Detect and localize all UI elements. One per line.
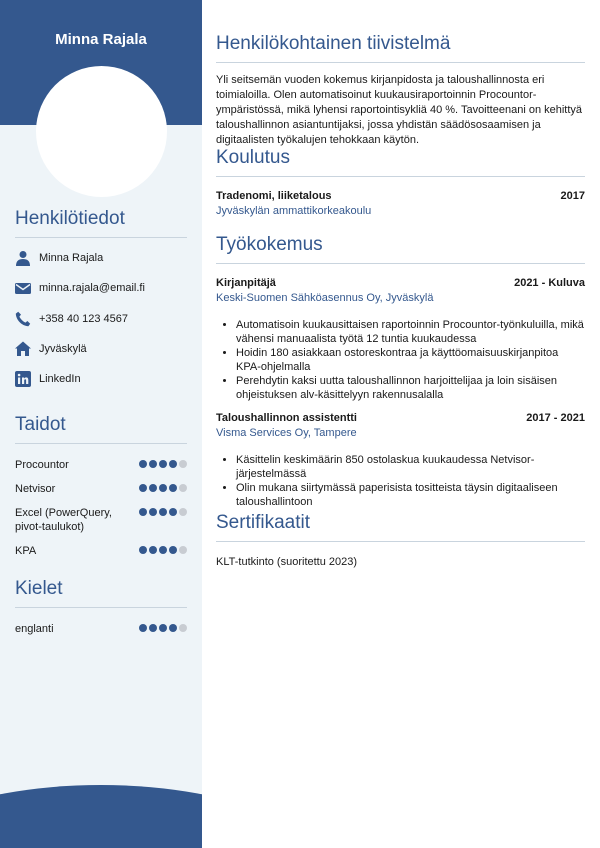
certificate-item: KLT-tutkinto (suoritettu 2023) <box>216 556 358 568</box>
language-row <box>15 622 187 636</box>
language-level-dots <box>139 624 187 632</box>
contact-phone[interactable] <box>15 309 187 329</box>
job-period: 2021 - Kuluva <box>514 277 585 289</box>
job-bullet: • Käsittelin keskimäärin 850 ostolaskua kuukaudessa Netvisor-järjestelmässä <box>236 453 585 481</box>
level-dot <box>149 624 157 632</box>
education-degree: Tradenomi, liiketalous <box>216 190 332 202</box>
contact-name <box>15 248 187 268</box>
skill-row <box>15 506 187 534</box>
job-bullet: • Olin mukana siirtymässä paperisista tositteista täysin digitaaliseen taloushallintoon <box>236 481 585 509</box>
sidebar <box>0 0 202 848</box>
level-dot <box>159 484 167 492</box>
level-dot <box>169 624 177 632</box>
level-dot <box>159 624 167 632</box>
education-row <box>216 190 585 202</box>
level-dot <box>139 508 147 516</box>
profile-photo <box>36 66 167 197</box>
job-bullets <box>236 318 585 402</box>
summary-text: Yli seitsemän vuoden kokemus kirjanpidosta ja taloushallinnosta eri toimialoilla. Olen automatisoinut kuukausiraportoinnin Procountor-ympäristössä, mikä lyhensi raportointisykliä 40 %. Tavoitteenani on kehittyä taloushallinnon asiantuntijaksi, jossa yhdistän säädösosaamisen ja digitaalisten työkalujen tehokkaan käytön. <box>216 74 583 146</box>
level-dot <box>149 484 157 492</box>
languages-heading: Kielet <box>15 578 187 608</box>
skill-level-dots <box>139 460 187 468</box>
skill-level-dots <box>139 546 187 554</box>
level-dot <box>159 460 167 468</box>
job-title: Taloushallinnon assistentti <box>216 412 357 424</box>
job-bullet: • Perehdytin kaksi uutta taloushallinnon harjoittelijaa ja loin sisäisen ohjeistuksen alv-käsittelyyn rakennusalalla <box>236 374 585 402</box>
contact-linkedin-text[interactable]: LinkedIn <box>39 373 81 385</box>
job-row <box>216 277 585 289</box>
level-dot <box>169 508 177 516</box>
linkedin-icon <box>15 371 31 387</box>
summary-heading: Henkilökohtainen tiivistelmä <box>216 33 585 63</box>
skill-row <box>15 458 187 472</box>
level-dot <box>139 546 147 554</box>
level-dot-empty <box>179 546 187 554</box>
work-heading: Työkokemus <box>216 234 585 264</box>
education-school: Jyväskylän ammattikorkeakoulu <box>216 205 372 217</box>
job-title: Kirjanpitäjä <box>216 277 276 289</box>
contact-linkedin[interactable] <box>15 369 187 389</box>
level-dot <box>169 546 177 554</box>
certificates-heading: Sertifikaatit <box>216 512 585 542</box>
level-dot <box>139 484 147 492</box>
level-dot-empty <box>179 484 187 492</box>
level-dot <box>149 508 157 516</box>
skill-row <box>15 544 187 558</box>
contact-name-text: Minna Rajala <box>39 252 104 264</box>
phone-icon <box>15 311 31 327</box>
job-company: Visma Services Oy, Tampere <box>216 427 357 439</box>
personal-info-heading: Henkilötiedot <box>15 208 187 238</box>
job-row <box>216 412 585 424</box>
email-icon <box>15 280 31 296</box>
level-dot <box>159 546 167 554</box>
job-bullets <box>236 453 585 509</box>
sidebar-footer-band <box>0 785 202 848</box>
level-dot <box>149 460 157 468</box>
contact-email-text[interactable]: minna.rajala@email.fi <box>39 282 145 294</box>
skill-name: Excel (PowerQuery, pivot-taulukot) <box>15 507 112 533</box>
level-dot <box>149 546 157 554</box>
contact-email[interactable] <box>15 278 187 298</box>
level-dot-empty <box>179 624 187 632</box>
level-dot-empty <box>179 508 187 516</box>
job-company: Keski-Suomen Sähköasennus Oy, Jyväskylä <box>216 292 434 304</box>
candidate-name: Minna Rajala <box>55 31 147 48</box>
skill-row <box>15 482 187 496</box>
level-dot <box>169 460 177 468</box>
job-bullet: • Hoidin 180 asiakkaan ostoreskontraa ja käyttöomaisuuskirjanpitoa KPA-ohjelmalla <box>236 346 585 374</box>
skill-name: Procountor <box>15 459 69 471</box>
contact-location-text: Jyväskylä <box>39 343 87 355</box>
level-dot <box>159 508 167 516</box>
skill-name: Netvisor <box>15 483 56 495</box>
language-name: englanti <box>15 623 54 635</box>
skill-level-dots <box>139 508 187 516</box>
level-dot-empty <box>179 460 187 468</box>
person-icon <box>15 250 31 266</box>
skill-level-dots <box>139 484 187 492</box>
education-heading: Koulutus <box>216 147 585 177</box>
level-dot <box>169 484 177 492</box>
job-bullet: • Automatisoin kuukausittaisen raportoinnin Procountor-työnkuluilla, mikä vähensi manuaalista työtä 12 tuntia kuukaudessa <box>236 318 585 346</box>
level-dot <box>139 624 147 632</box>
contact-location <box>15 339 187 359</box>
contact-phone-text[interactable]: +358 40 123 4567 <box>39 313 129 325</box>
level-dot <box>139 460 147 468</box>
job-period: 2017 - 2021 <box>526 412 585 424</box>
home-icon <box>15 341 31 357</box>
education-year: 2017 <box>560 190 585 202</box>
skill-name: KPA <box>15 545 37 557</box>
skills-heading: Taidot <box>15 414 187 444</box>
